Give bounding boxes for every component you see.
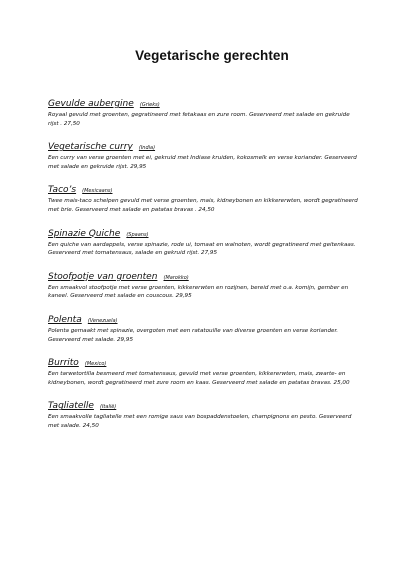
dish-header	[48, 225, 364, 241]
dish-origin: (Mexicaans)	[82, 188, 113, 195]
dish-gevulde-aubergine	[48, 95, 364, 128]
dish-origin: (Marokko)	[163, 274, 189, 281]
dish-description: Een smaakvolle tagliatelle met een romige saus van bospaddenstoelen, champignons en pesto. Geserveerd met salade. 24,50	[48, 414, 352, 429]
dish-name: Vegetarische curry	[48, 142, 133, 153]
dish-origin: (Italië)	[100, 404, 117, 411]
dish-description: Een curry van verse groenten met ei, gekruid met Indiase kruiden, kokosmelk en verse koriander. Geserveerd met salade en gekruide rijst. 29,95	[48, 155, 357, 170]
dish-header	[48, 311, 364, 327]
dish-name: Spinazie Quiche	[48, 228, 121, 239]
dish-header	[48, 95, 364, 111]
page-title: Vegetarische gerechten	[135, 48, 289, 63]
dish-name: Taco’s	[48, 185, 77, 196]
dish-origin: (Venezuela)	[87, 317, 118, 324]
dish-origin: (India)	[138, 145, 156, 152]
dish-header	[48, 397, 364, 413]
dish-header	[48, 181, 364, 197]
dish-tagliatelle	[48, 397, 364, 430]
dish-name: Polenta	[48, 314, 82, 325]
dish-header	[48, 354, 364, 370]
dish-header	[48, 138, 364, 154]
dish-header	[48, 268, 364, 284]
dish-stoofpotje-van-groenten	[48, 268, 364, 301]
dish-name: Gevulde aubergine	[48, 99, 134, 109]
dish-vegetarische-curry	[48, 138, 364, 171]
dish-origin: (Spaans)	[126, 231, 149, 238]
dish-tacos	[48, 181, 364, 214]
dish-description: Polenta gemaakt met spinazie, overgoten met een ratatouille van diverse groenten en verse koriander. Geserveerd met salade. 29,95	[48, 327, 339, 343]
dish-name: Tagliatelle	[48, 401, 94, 412]
dish-name: Stoofpotje van groenten	[48, 271, 158, 282]
dish-description: Een quiche van aardappels, verse spinazie, rode ui, tomaat en walnoten, wordt gegratineerd met geitenkaas. Geserveerd met tomatensaus, salade en gekruid rijst. 27,95	[48, 241, 356, 257]
dish-burrito	[48, 354, 364, 387]
dish-origin: (Mexico)	[84, 361, 107, 368]
dish-spinazie-quiche	[48, 225, 364, 258]
dish-polenta	[48, 311, 364, 344]
dish-origin: (Grieks)	[139, 102, 160, 108]
dish-description: Royaal gevuld met groenten, gegratineerd met fetakaas en zure room. Geserveerd met salade en gekruide rijst . 27,50	[48, 112, 350, 127]
dish-description: Een smaakvol stoofpotje met verse groenten, kikkererwten en rozijnen, bereid met o.a. komijn, gember en kaneel. Geserveerd met salade en couscous. 29,95	[48, 284, 349, 300]
dish-name: Burrito	[48, 358, 79, 369]
dish-description: Een tarwetortilla besmeerd met tomatensaus, gevuld met verse groenten, kikkererwten, mais, zwarte- en kidneybonen, wordt gegratineerd met zure room en kaas. Geserveerd met salade en patatas bravas. 25,00	[48, 371, 350, 386]
dish-description: Twee mais-taco schelpen gevuld met verse groenten, mais, kidneybonen en kikkererwten, wordt gegratineerd met brie. Geserveerd met salade en patatas bravas . 24,50	[48, 198, 358, 213]
